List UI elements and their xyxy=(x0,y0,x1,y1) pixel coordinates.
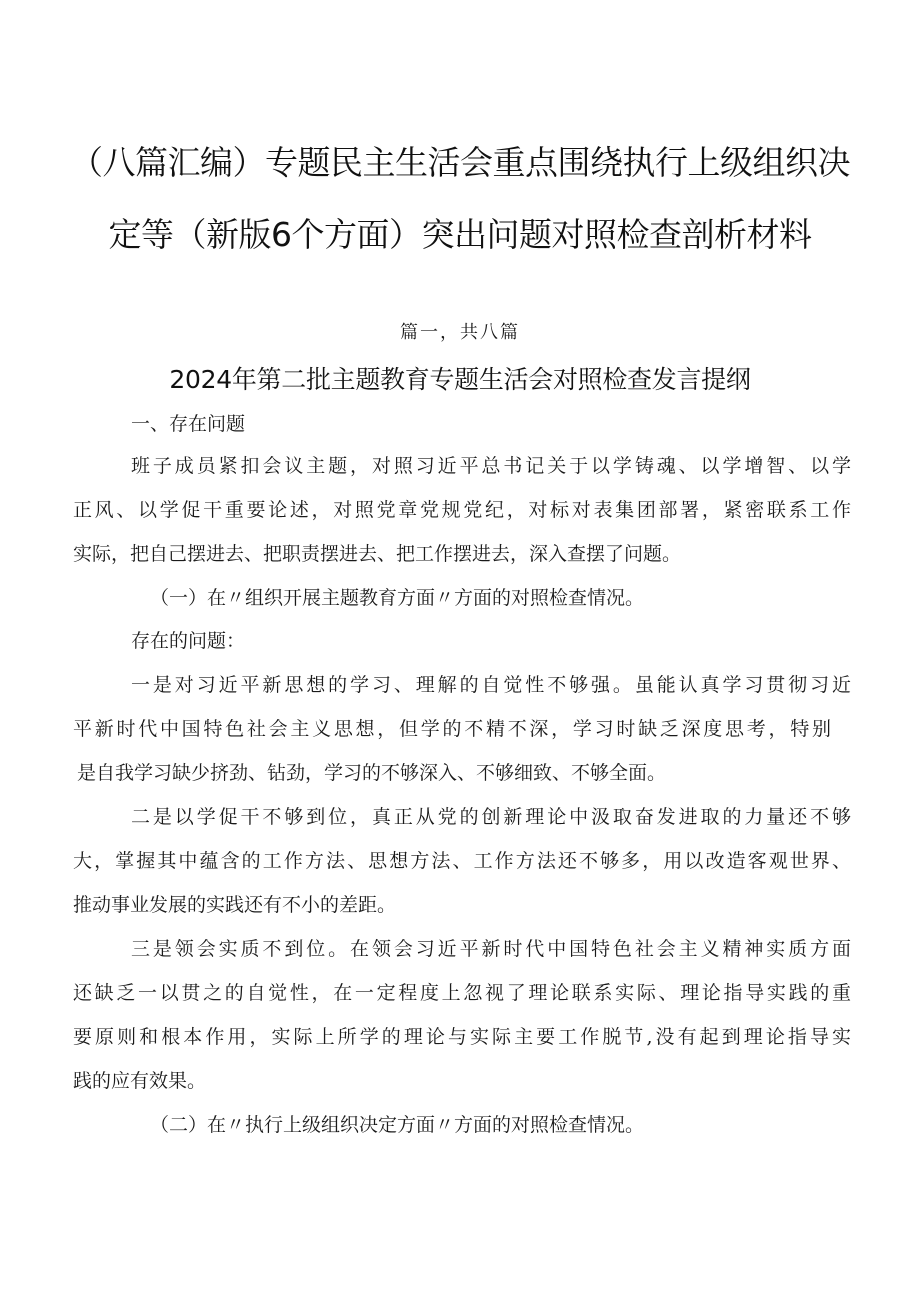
document-title-line-1: （八篇汇编）专题民主生活会重点围绕执行上级组织决 xyxy=(70,143,850,182)
paragraph-line: 践的应有效果。 xyxy=(73,1070,207,1092)
paragraph-line: 实际，把自己摆进去、把职责摆进去、把工作摆进去，深入查摆了问题。 xyxy=(73,543,682,565)
paragraph-line: 推动事业发展的实践还有不小的差距。 xyxy=(73,894,397,916)
paragraph-line: 三是领会实质不到位。在领会习近平新时代中国特色社会主义精神实质方面 xyxy=(131,938,851,960)
section-subtitle: 2024年第二批主题教育专题生活会对照检查发言提纲 xyxy=(169,365,751,394)
subsection-heading-2: （二）在〃执行上级组织决定方面〃方面的对照检查情况。 xyxy=(150,1114,645,1136)
paragraph-line: 二是以学促干不够到位，真正从党的创新理论中汲取奋发进取的力量还不够 xyxy=(131,806,851,828)
paragraph-line: 要原则和根本作用，实际上所学的理论与实际主要工作脱节,没有起到理论指导实 xyxy=(73,1026,851,1048)
section-label: 篇一，共八篇 xyxy=(400,322,520,343)
paragraph-line: 一是对习近平新思想的学习、理解的自觉性不够强。虽能认真学习贯彻习近 xyxy=(131,674,851,696)
paragraph-line: 大，掌握其中蕴含的工作方法、思想方法、工作方法还不够多，用以改造客观世界、 xyxy=(73,850,851,872)
paragraph-line: 正风、以学促干重要论述，对照党章党规党纪，对标对表集团部署，紧密联系工作 xyxy=(73,499,851,521)
subsection-heading-1: （一）在〃组织开展主题教育方面〃方面的对照检查情况。 xyxy=(150,587,645,609)
document-title-line-2: 定等（新版6个方面）突出问题对照检查剖析材料 xyxy=(108,215,812,254)
paragraph-line: 是自我学习缺少挤劲、钻劲，学习的不够深入、不够细致、不够全面。 xyxy=(77,762,667,784)
paragraph-line: 班子成员紧扣会议主题，对照习近平总书记关于以学铸魂、以学增智、以学 xyxy=(131,455,851,477)
paragraph-line: 平新时代中国特色社会主义思想，但学的不精不深，学习时缺乏深度思考，特别 xyxy=(73,718,831,740)
problems-label: 存在的问题： xyxy=(131,630,246,652)
paragraph-line: 还缺乏一以贯之的自觉性，在一定程度上忽视了理论联系实际、理论指导实践的重 xyxy=(73,982,851,1004)
heading-existing-problems: 一、存在问题 xyxy=(131,413,246,435)
